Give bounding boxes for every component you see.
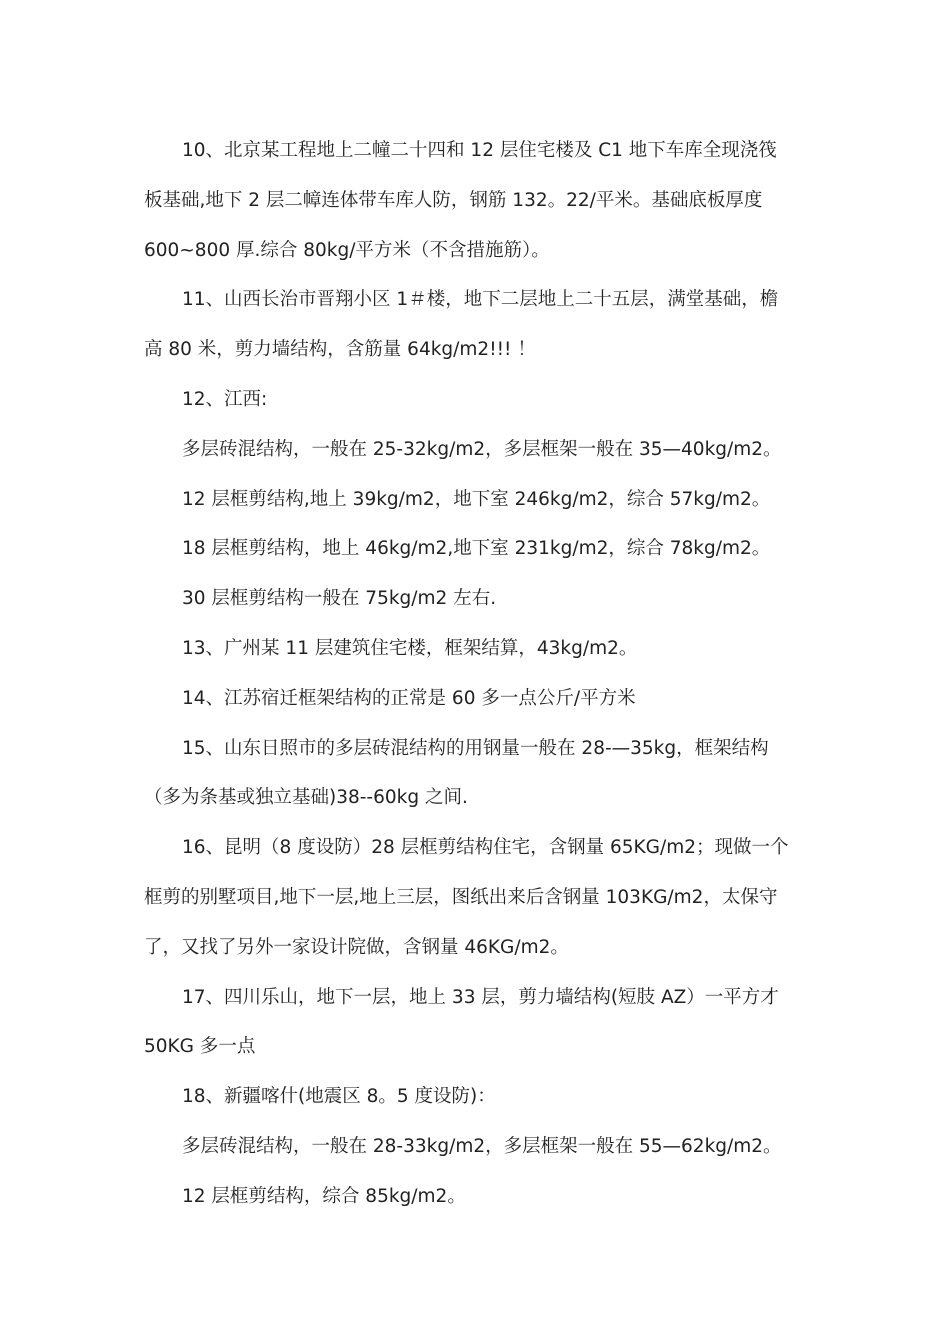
paragraph-line: 18、新疆喀什(地震区 8。5 度设防)： [182,1086,496,1108]
paragraph-line: 18 层框剪结构，地上 46kg/m2,地下室 231kg/m2，综合 78kg/m2。 [182,538,771,560]
paragraph-line: 13、广州某 11 层建筑住宅楼，框架结算，43kg/m2。 [182,637,638,659]
paragraph-line: 50KG 多一点 [144,1036,256,1058]
paragraph-line: 板基础,地下 2 层二幛连体带车库人防，钢筋 132。22/平米。基础底板厚度 [144,189,763,211]
paragraph-line: 30 层框剪结构一般在 75kg/m2 左右. [182,588,497,610]
paragraph-line: 多层砖混结构，一般在 25-32kg/m2，多层框架一般在 35—40kg/m2。 [182,438,782,460]
paragraph-line: 12、江西: [182,388,268,410]
paragraph-line: 12 层框剪结构，综合 85kg/m2。 [182,1185,466,1207]
paragraph-line: 框剪的别墅项目,地下一层,地上三层，图纸出来后含钢量 103KG/m2，太保守 [144,886,778,908]
paragraph-line: 10、北京某工程地上二幢二十四和 12 层住宅楼及 C1 地下车库全现浇筏 [182,140,777,161]
document-body [144,126,809,1222]
paragraph-line: 12 层框剪结构,地上 39kg/m2，地下室 246kg/m2，综合 57kg/m2。 [182,488,771,510]
paragraph-line: 了，又找了另外一家设计院做，含钢量 46KG/m2。 [144,936,569,958]
paragraph-line: 16、昆明（8 度设防）28 层框剪结构住宅，含钢量 65KG/m2；现做一个 [182,837,789,859]
paragraph-line: （多为条基或独立基础)38--60kg 之间. [144,787,468,809]
paragraph-line: 14、江苏宿迁框架结构的正常是 60 多一点公斤/平方米 [182,687,636,709]
paragraph-line: 高 80 米，剪力墙结构，含筋量 64kg/m2!!! ！ [144,339,536,361]
paragraph-line: 15、山东日照市的多层砖混结构的用钢量一般在 28-—35kg，框架结构 [182,737,769,759]
paragraph-line: 600~800 厚.综合 80kg/平方米（不含措施筋）。 [144,239,550,261]
paragraph-line: 多层砖混结构，一般在 28-33kg/m2，多层框架一般在 55—62kg/m2。 [182,1135,782,1157]
paragraph-line: 11、山西长治市晋翔小区 1＃楼，地下二层地上二十五层，满堂基础，檐 [182,289,779,311]
paragraph-line: 17、四川乐山，地下一层，地上 33 层，剪力墙结构(短肢 AZ）一平方才 [182,986,779,1008]
